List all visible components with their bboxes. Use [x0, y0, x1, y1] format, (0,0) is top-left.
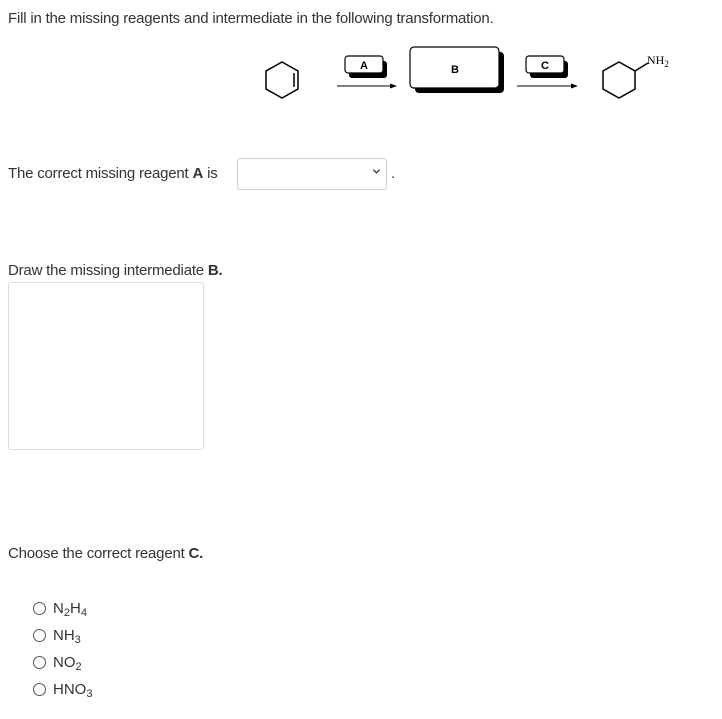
reagent-a-label: A — [360, 60, 368, 72]
radio-button[interactable] — [33, 683, 46, 696]
reagent-a-select[interactable] — [237, 158, 387, 190]
choice-hno3[interactable] — [33, 678, 92, 700]
reagent-c-prompt: Choose the correct reagent C. — [8, 545, 204, 562]
choice-label: $NO_2$ — [53, 653, 82, 673]
reagent-a-box[interactable] — [345, 56, 387, 78]
question-text: Fill in the missing reagents and intermediate in the following transformation. — [8, 10, 494, 27]
amine-group-label: $NH_2$ — [647, 53, 669, 69]
intermediate-b-label: B — [451, 64, 459, 76]
choice-nh3[interactable] — [33, 624, 81, 646]
radio-button[interactable] — [33, 656, 46, 669]
sentence-period: . — [391, 165, 395, 182]
choice-label: $HNO_3$ — [53, 680, 93, 700]
chevron-down-icon — [372, 167, 381, 176]
reaction-arrow-2 — [517, 84, 578, 89]
radio-button[interactable] — [33, 602, 46, 615]
choice-no2[interactable] — [33, 651, 82, 673]
reaction-scheme — [0, 0, 722, 140]
choice-n2h4[interactable] — [33, 597, 87, 619]
reaction-arrow-1 — [337, 84, 397, 89]
reagent-c-box[interactable] — [526, 56, 568, 78]
reagent-a-prompt: The correct missing reagent A is — [8, 165, 218, 182]
drawing-canvas[interactable] — [8, 282, 204, 450]
reagent-c-label: C — [541, 60, 549, 72]
cyclohexylamine-structure — [603, 62, 648, 98]
choice-label: $NH_3$ — [53, 626, 81, 646]
choice-label: $N_2H_4$ — [53, 599, 87, 619]
radio-button[interactable] — [33, 629, 46, 642]
cyclohexene-structure — [266, 62, 298, 98]
intermediate-b-box[interactable] — [410, 47, 504, 93]
intermediate-b-prompt: Draw the missing intermediate B. — [8, 262, 223, 279]
